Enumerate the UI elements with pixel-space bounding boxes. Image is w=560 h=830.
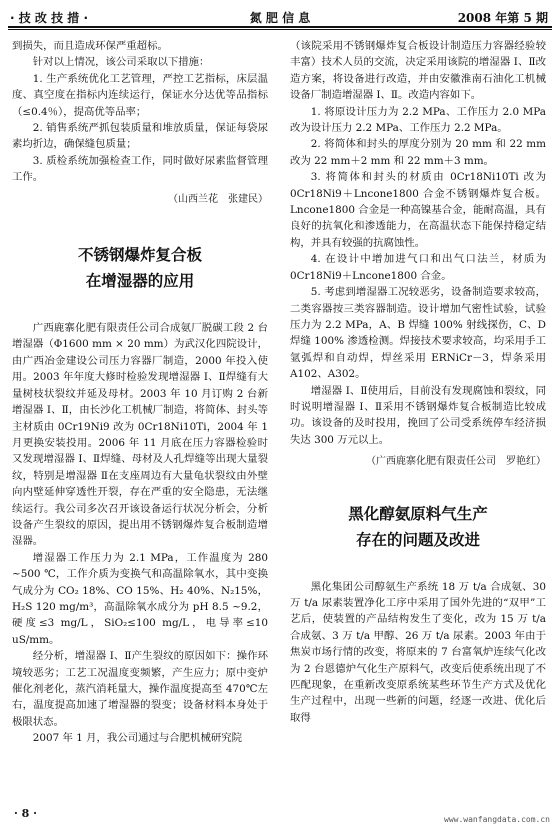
article-title [290,501,546,553]
paragraph: 2007 年 1 月，我公司通过与合肥机械研究院 [32,732,243,745]
author-signature: （山西兰花 张建民） [168,193,268,205]
paragraph: 广西鹿寨化肥有限责任公司合成氨厂脱碳工段 2 台增湿器（Φ1600 mm × 20 mm）为武汉化四院设计，由广西冶金建设公司压力容器厂制造，2000 年投入使用。2003 年年度大修时检验发现增湿器 Ⅰ、Ⅱ焊缝有大量树枝状裂纹并延及母材。2003 年 10 月订购 2 台新增湿器 Ⅰ、Ⅱ，由长沙化工机械厂制造，将简体、封头等主材质由 0Cr19Ni9 改为 0Cr18Ni10Ti，2004 年 1 月更换安装投用。2006 年 11 月底在压力容器检验时又发现增湿器 Ⅰ、Ⅱ焊缝、母材及人孔焊缝等出现大量裂纹，特别是增湿器 Ⅱ在支座周边有大量龟状裂纹由外壁向内壁延伸穿透性开裂，存在严重的安全隐患，无法继续运行。我公司多次召开该设备运行状况分析会，分析设备产生裂纹的原因，提出用不锈钢爆炸复合板制造增湿器。 [12,322,268,548]
paragraph: 5. 考虑到增湿器工况较恶劣，设备制造要求较高，二类容器按三类容器制造。设计增加气密性试验，试验压力为 2.2 MPa，A、B 焊缝 100% 射线探伤，C、D 焊缝 100% 渗透检测。焊接技术要求较高，均采用手工氩弧焊和自动焊，焊丝采用 ERNiCr－3，焊条采用 A102、A302。 [290,286,546,381]
paragraph: 黑化集团公司醇氨生产系统 18 万 t/a 合成氨、30 万 t/a 尿素装置净化工序中采用了国外先进的“双甲”工艺后，使装置的产品结构发生了变化，改为 15 万 t/a 合成氨、3 万 t/a 甲醇、26 万 t/a 尿素。2003 年由于焦炭市场行情的改变，将原来的 7 台富氧炉连续气化改为 2 台恩德炉气化生产原料气，改变后使系统出现了不匹配现象，在重新改变原系统某些环节生产方式及优化生产过程中，出现一些新的问题，经逐一改进、优化后取得 [290,580,546,724]
author-signature: （广西鹿寨化肥有限责任公司 罗艳红） [366,456,546,468]
paragraph: 增湿器工作压力为 2.1 MPa，工作温度为 280 ~500 ℃，工作介质为变换气和高温除氧水，其中变换气成分为 CO₂ 18%、CO 15%、H₂ 40%、N₂15%，H₂S 120 mg/m³，高温除氧水成分为 pH 8.5 ~9.2，硬度≤3 mg/L，SiO₂≤100 mg/L，电导率≤10 uS/mm。 [12,551,268,646]
article-title [12,242,268,294]
header-rule-thin [8,29,552,30]
section-label: · 技 改 技 措 · [10,11,89,25]
article-title-line: 存在的问题及改进 [355,530,480,549]
article-title-line: 在增湿器的应用 [85,272,195,291]
paragraph: 2. 销售系统严抓包装质量和堆放质量，保证每袋尿素均折边，确保缝包质量； [12,122,268,151]
right-column [290,38,546,726]
left-column [12,38,268,747]
journal-title: 氮 肥 信 息 [249,11,311,25]
page-header [8,6,552,28]
paragraph: 1. 将原设计压力为 2.2 MPa、工作压力 2.0 MPa 改为设计压力 2.2 MPa、工作压力 2.2 MPa。 [290,105,546,135]
page-number: · 8 · [14,807,37,820]
paragraph: 到损失，而且造成环保严重超标。 [12,40,168,52]
header-rule [8,26,552,28]
watermark: www.wanfangdata.com.cn [444,815,550,824]
paragraph: 4. 在设计中增加进气口和出气口法兰，材质为 0Cr18Ni9＋Lncone1800 合金。 [290,253,546,282]
article-title-line: 黑化醇氨原料气生产 [348,504,488,523]
paragraph: 2. 将简体和封头的厚度分别为 20 mm 和 22 mm 改为 22 mm＋2 mm 和 22 mm＋3 mm。 [290,138,546,167]
paragraph: 3. 质检系统加强检查工作，同时做好尿素监督管理工作。 [12,154,268,184]
paragraph: 增湿器 Ⅰ、Ⅱ使用后，目前没有发现腐蚀和裂纹，同时说明增湿器 Ⅰ、Ⅱ采用不锈钢爆炸复合板制造比较成功。该设备的及时投用，挽回了公司受系统停车经济损失达 300 万元以上。 [290,384,546,446]
article-title-line: 不锈钢爆炸复合板 [77,246,202,265]
paragraph: 1. 生产系统优化工艺管理，严控工艺指标，床层温度、真空度在指标内连续运行，保证水分达优等品指标（≤0.4％），提高优等品率； [12,72,268,118]
paragraph: 针对以上情况，该公司采取以下措施： [32,56,210,69]
paragraph: （该院采用不锈钢爆炸复合板设计制造压力容器经验较丰富）技术人员的交流，决定采用该院的增湿器 Ⅰ、Ⅱ改造方案，将设备进行改造，并由安徽淮南石油化工机械设备厂制造增湿器 Ⅰ、Ⅱ。改造内容如下。 [290,40,546,102]
paragraph: 经分析，增湿器 Ⅰ、Ⅱ产生裂纹的原因如下：操作环境较恶劣；工艺工况温度变频繁，产生应力；原中变炉催化剂老化，蒸汽消耗量大，操作温度提高至 470℃左右，温度提高加速了增湿器的裂变；设备材料本身处于极限状态。 [12,650,268,728]
paragraph: 3. 将简体和封头的材质由 0Cr18Ni10Ti 改为 0Cr18Ni9＋Lncone1800 合金不锈钢爆炸复合板。Lncone1800 合金是一种高镍基合金，能耐高温，具有良好的抗氧化和渗透能力，在高温状态下能保持稳定结构，并具有较强的抗腐蚀性。 [290,171,546,249]
issue-label: 2008 年第 5 期 [457,11,548,25]
